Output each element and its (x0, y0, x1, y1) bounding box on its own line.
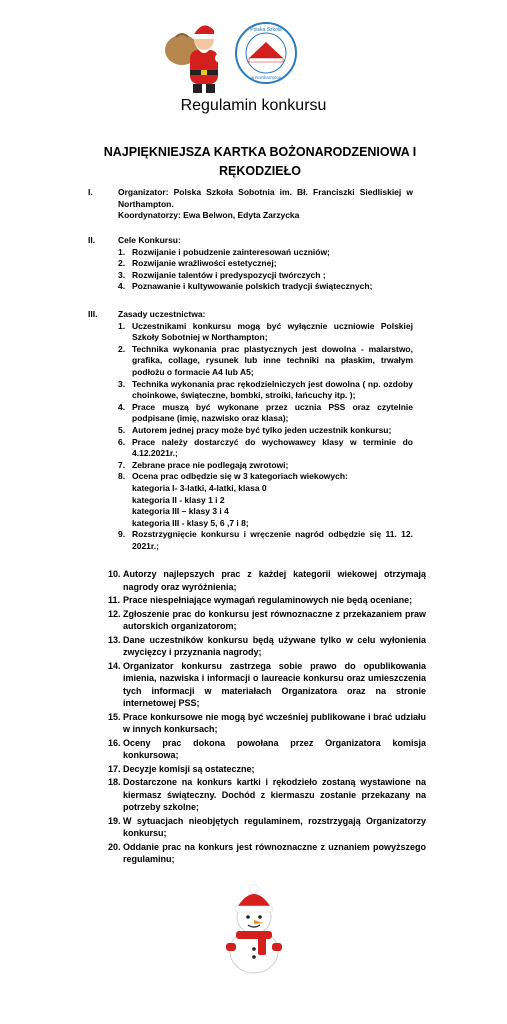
list-item: 14. Organizator konkursu zastrzega sobie prawo do opublikowania imienia, nazwiska i informacji o laureacie konkursu oraz umieszczenia tych informacji w materiałach Organizatora oraz na stronie internetowej PSS; (108, 660, 426, 708)
age-categories (118, 483, 413, 529)
list-item: 2. Rozwijanie wrażliwości estetycznej; (118, 258, 277, 269)
section-1-organizer (118, 187, 413, 222)
list-item: 3. Technika wykonania prac rękodzielniczych jest dowolna ( np. ozdoby choinkowe, świąteczne, bombki, stroiki, łańcuchy itp. ); (118, 378, 413, 401)
category-line: kategoria I- 3-latki, 4-latki, klasa 0 (132, 482, 267, 493)
list-item: 19. W sytuacjach nieobjętych regulaminem, rozstrzygają Organizatorzy konkursu; (108, 815, 426, 838)
section-2-number: II. (88, 235, 96, 245)
list-item: 6. Prace należy dostarczyć do wychowawcy klasy w terminie do 4.12.2021r.; (118, 436, 413, 459)
list-item: 8. Ocena prac odbędzie się w 3 kategoriach wiekowych: (118, 471, 348, 482)
list-item: 1. Rozwijanie i pobudzenie zainteresowań uczniów; (118, 246, 330, 257)
list-item: 3. Rozwijanie talentów i predyspozycji twórczych ; (118, 269, 326, 280)
svg-text:Polska Szkoła: Polska Szkoła (250, 27, 282, 33)
list-item: 1. Uczestnikami konkursu mogą być wyłącznie uczniowie Polskiej Szkoły Sobotniej w Northampton; (118, 320, 413, 343)
list-item: 5. Autorem jednej pracy może być tylko jeden uczestnik konkursu; (118, 424, 392, 435)
list-item: 4. Poznawanie i kultywowanie polskich tradycji świątecznych; (118, 281, 373, 292)
page-heading: Regulamin konkursu (180, 97, 327, 114)
list-item: 17. Decyzje komisji są ostateczne; (108, 763, 255, 774)
list-item: 20. Oddanie prac na konkurs jest równoznaczne z uznaniem powyższego regulaminu; (108, 841, 426, 864)
title-line-1: NAJPIĘKNIEJSZA KARTKA BOŻONARODZENIOWA I (103, 145, 417, 159)
list-item: 13. Dane uczestników konkursu będą używane tylko w celu wyłonienia zwycięzcy i przyznania nagrody; (108, 634, 426, 657)
coordinators: Koordynatorzy: Ewa Belwon, Edyta Zarzycka (118, 210, 300, 221)
section-3-title: Zasady uczestnictwa: (118, 309, 206, 319)
section-1-number: I. (88, 187, 93, 197)
category-line: kategoria II - klasy 1 i 2 (132, 494, 225, 505)
contest-title (60, 143, 460, 181)
list-item: 16. Oceny prac dokona powołana przez Organizatora komisja konkursowa; (108, 737, 426, 760)
snowman-illustration (222, 883, 286, 975)
list-item: 15. Prace konkursowe nie mogą być wcześniej publikowane i brać udziału w innych konkursach; (108, 711, 426, 734)
list-item: 4. Prace muszą być wykonane przez ucznia PSS oraz czytelnie podpisane (imię, nazwisko oraz klasa); (118, 401, 413, 424)
list-item: 10. Autorzy najlepszych prac z każdej kategorii wiekowej otrzymają nagrody oraz wyróżnienia; (108, 569, 426, 592)
list-item: 18. Dostarczone na konkurs kartki i rękodzieło zostaną wystawione na kiermasz świąteczny. Dochód z kiermaszu zostanie przekazany na potrzeby szkolne; (108, 777, 426, 812)
section-3-number: III. (88, 309, 98, 319)
organizer-line-1: Organizator: Polska Szkoła Sobotnia im. Bł. Franciszki Siedliskiej w (118, 187, 413, 197)
organizer-line-2: Northampton. (118, 198, 174, 209)
title-line-2: RĘKODZIEŁO (219, 164, 301, 178)
category-line: kategoria III – klasy 3 i 4 (132, 506, 229, 517)
list-item: 11. Prace niespełniające wymagań regulaminowych nie będą oceniane; (108, 595, 413, 605)
section-2-goals (118, 235, 413, 293)
section-2-title: Cele Konkursu: (118, 235, 181, 245)
school-logo (235, 22, 297, 84)
svg-text:w Northampton: w Northampton (250, 75, 282, 80)
list-item: 7. Zebrane prace nie podlegają zwrotowi; (118, 459, 289, 470)
list-item: 2. Technika wykonania prac plastycznych jest dowolna - malarstwo, grafika, collage, rysunek lub inne techniki na płaskim, trwałym podłożu o formacie A4 lub A5; (118, 343, 413, 377)
rules-list-continued (108, 568, 426, 867)
santa-illustration (162, 12, 234, 98)
list-item: 12. Zgłoszenie prac do konkursu jest równoznaczne z przekazaniem praw autorskich organizatorom; (108, 608, 426, 631)
section-3-rules (118, 309, 413, 552)
category-line: kategoria III - klasy 5, 6 ,7 i 8; (132, 517, 249, 528)
list-item: 9. Rozstrzygnięcie konkursu i wręczenie nagród odbędzie się 11. 12. 2021r.; (118, 529, 413, 551)
